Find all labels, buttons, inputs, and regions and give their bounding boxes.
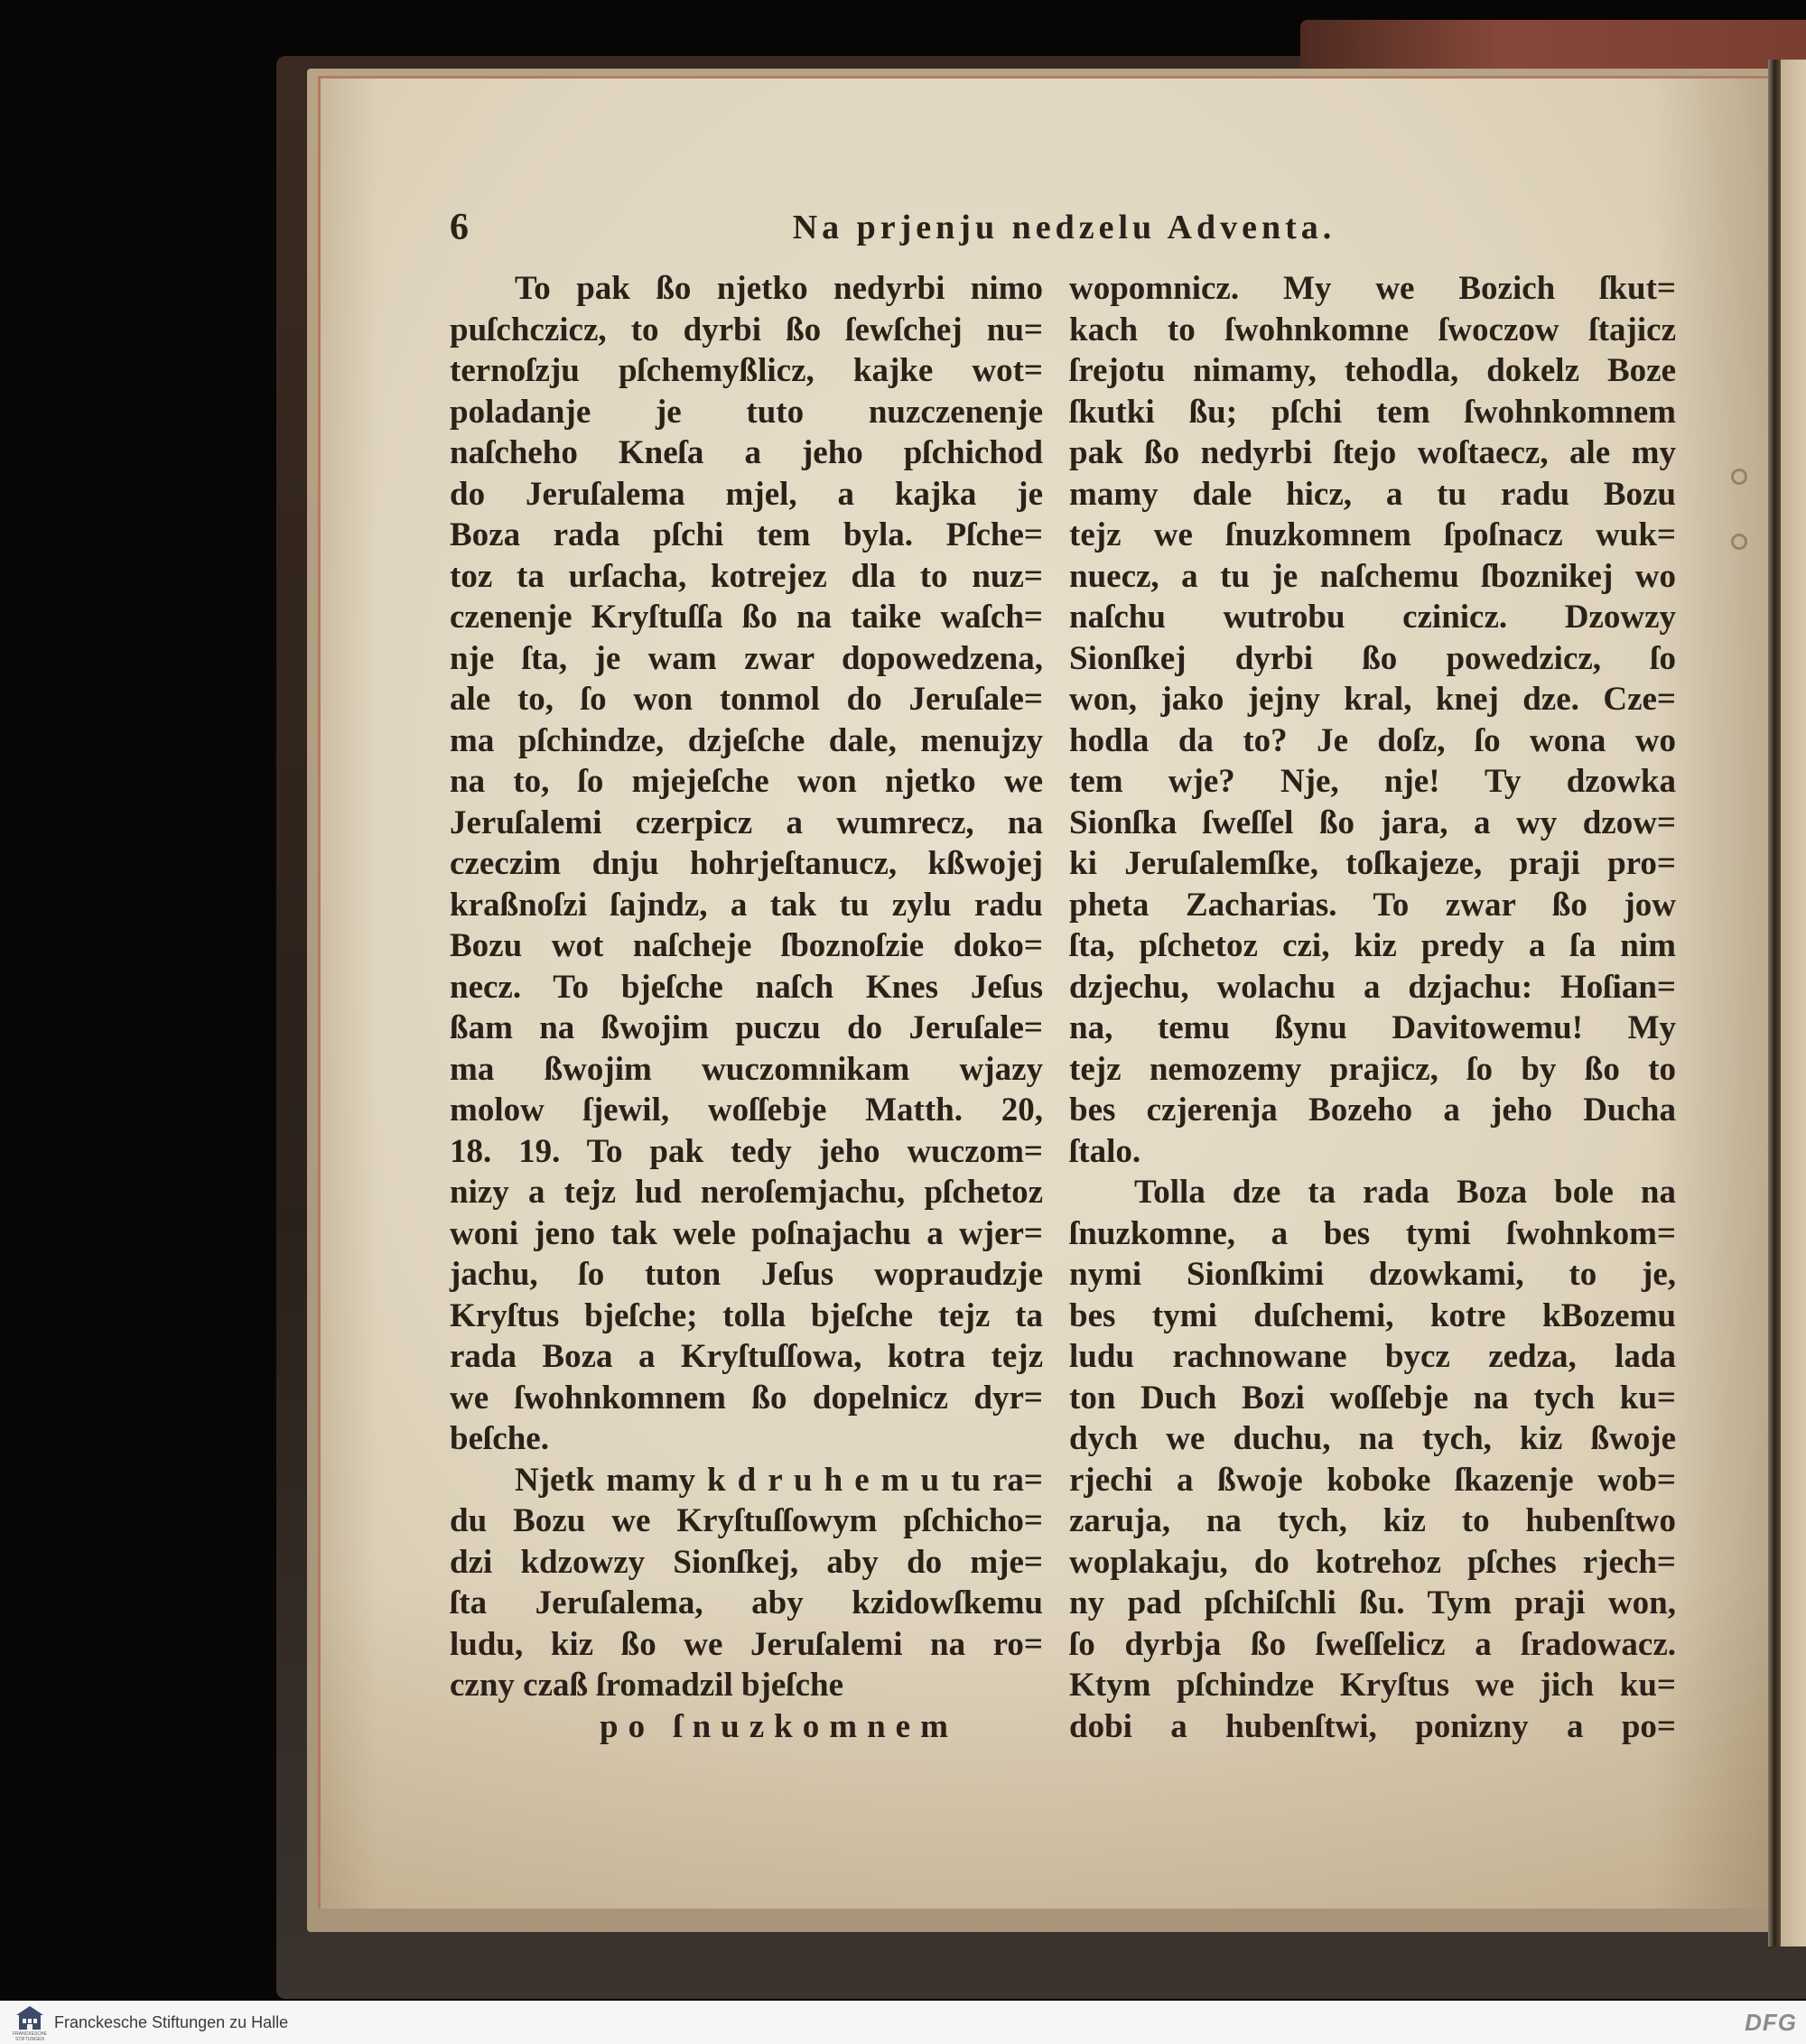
text-line: nizy a tejz lud neroſemjachu, pſchetoz xyxy=(450,1174,1043,1211)
text-line: ſrejotu nimamy, tehodla, dokelz Boze xyxy=(1069,352,1676,389)
text-line: Boza rada pſchi tem byla. Pſche= xyxy=(450,516,1043,553)
ink-mark xyxy=(1731,469,1747,485)
text-line: Bozu wot naſcheje ſboznoſzie doko= xyxy=(450,927,1043,964)
text-line: dych we duchu, na tych, kiz ßwoje xyxy=(1069,1420,1676,1457)
text-line: rada Boza a Kryſtuſſowa, kotra tejz xyxy=(450,1338,1043,1375)
left-column xyxy=(450,268,1043,1747)
text-line: ma ßwojim wuczomnikam wjazy xyxy=(450,1050,1043,1088)
text-line: ſta Jeruſalema, aby kzidowſkemu xyxy=(450,1584,1043,1621)
right-column xyxy=(1069,268,1676,1747)
text-line: ale to, ſo won tonmol do Jeruſale= xyxy=(450,681,1043,718)
text-line: dzi kdzowzy Sionſkej, aby do mje= xyxy=(450,1543,1043,1581)
text-line: molow ſjewil, woſſebje Matth. 20, xyxy=(450,1092,1043,1129)
text-line: naſcheho Kneſa a jeho pſchichod xyxy=(450,434,1043,471)
text-line: Njetk mamy k d r u h e m u tu ra= xyxy=(515,1461,1043,1499)
text-line: tejz nemozemy prajicz, ſo by ßo to xyxy=(1069,1050,1676,1088)
text-line: jachu, ſo tuton Jeſus wopraudzje xyxy=(450,1256,1043,1293)
text-line: ßam na ßwojim puczu do Jeruſale= xyxy=(450,1009,1043,1046)
text-line: toz ta urſacha, kotrejez dla to nuz= xyxy=(450,557,1043,595)
dfg-logo: DFG xyxy=(1745,2009,1797,2036)
text-line: ſtalo. xyxy=(1069,1132,1141,1170)
facing-page-edge xyxy=(1781,60,1806,1946)
text-line: puſchczicz, to dyrbi ßo ſewſchej nu= xyxy=(450,311,1043,348)
text-line: tem wje? Nje, nje! Ty dzowka xyxy=(1069,763,1676,800)
text-line: naſchu wutrobu czinicz. Dzowzy xyxy=(1069,599,1676,636)
text-line: dzjechu, wolachu a dzjachu: Hoſian= xyxy=(1069,968,1676,1006)
text-line: kach to ſwohnkomne ſwoczow ſtajicz xyxy=(1069,311,1676,348)
text-line: To pak ßo njetko nedyrbi nimo xyxy=(515,270,1043,307)
institution-name: Franckesche Stiftungen zu Halle xyxy=(54,2013,289,2031)
text-line: ludu rachnowane bycz zedza, lada xyxy=(1069,1338,1676,1375)
text-line: we ſwohnkomnem ßo dopelnicz dyr= xyxy=(450,1379,1043,1417)
catchword: po ſnuzkomnem xyxy=(600,1707,958,1745)
text-line: nuecz, a tu je naſchemu ſboznikej wo xyxy=(1069,557,1676,595)
text-line: dobi a hubenſtwi, ponizny a po= xyxy=(1069,1707,1676,1745)
text-line: mamy dale hicz, a tu radu Bozu xyxy=(1069,475,1676,513)
text-line: pheta Zacharias. To zwar ßo jow xyxy=(1069,886,1676,924)
text-line: necz. To bjeſche naſch Knes Jeſus xyxy=(450,968,1043,1006)
text-line: ſnuzkomne, a bes tymi ſwohnkom= xyxy=(1069,1214,1676,1252)
book-gutter xyxy=(1768,60,1781,1946)
text-line: ny pad pſchiſchli ßu. Tym praji won, xyxy=(1069,1584,1676,1621)
text-line: bes tymi duſchemi, kotre kBozemu xyxy=(1069,1296,1676,1334)
text-line: woplakaju, do kotrehoz pſches rjech= xyxy=(1069,1543,1676,1581)
text-line: czenenje Kryſtuſſa ßo na taike waſch= xyxy=(450,599,1043,636)
running-title: Na prjenju nedzelu Adventa. xyxy=(792,209,1336,246)
text-line: do Jeruſalema mjel, a kajka je xyxy=(450,475,1043,513)
text-line: ternoſzju pſchemyßlicz, kajke wot= xyxy=(450,352,1043,389)
text-line: na, temu ßynu Davitowemu! My xyxy=(1069,1009,1676,1046)
text-line: czny czaß ſromadzil bjeſche xyxy=(450,1667,844,1704)
text-line: Sionſka ſweſſel ßo jara, a wy dzow= xyxy=(1069,804,1676,841)
text-line: bes czjerenja Bozeho a jeho Ducha xyxy=(1069,1092,1676,1129)
book-page xyxy=(318,76,1768,1909)
text-line: zaruja, na tych, kiz to hubenſtwo xyxy=(1069,1502,1676,1539)
text-line: ki Jeruſalemſke, toſkajeze, praji pro= xyxy=(1069,845,1676,882)
text-line: Kryſtus bjeſche; tolla bjeſche tejz ta xyxy=(450,1296,1043,1334)
text-line: poladanje je tuto nuzczenenje xyxy=(450,393,1043,431)
text-line: wopomnicz. My we Bozich ſkut= xyxy=(1069,270,1676,307)
text-line: rjechi a ßwoje koboke ſkazenje wob= xyxy=(1069,1461,1676,1499)
text-line: ſo dyrbja ßo ſweſſelicz a ſradowacz. xyxy=(1069,1625,1676,1663)
text-line: nymi Sionſkimi dzowkami, to je, xyxy=(1069,1256,1676,1293)
text-line: kraßnoſzi ſajndz, a tak tu zylu radu xyxy=(450,886,1043,924)
text-line: ſta, pſchetoz czi, kiz predy a ſa nim xyxy=(1069,927,1676,964)
text-line: beſche. xyxy=(450,1420,549,1457)
text-line: Jeruſalemi czerpicz a wumrecz, na xyxy=(450,804,1043,841)
text-line: na to, ſo mjejeſche won njetko we xyxy=(450,763,1043,800)
text-line: 18. 19. To pak tedy jeho wuczom= xyxy=(450,1132,1043,1170)
text-line: woni jeno tak wele poſnajachu a wjer= xyxy=(450,1214,1043,1252)
text-line: won, jako jejny kral, knej dze. Cze= xyxy=(1069,681,1676,718)
text-line: Tolla dze ta rada Boza bole na xyxy=(1134,1174,1676,1211)
text-line: ſkutki ßu; pſchi tem ſwohnkomnem xyxy=(1069,393,1676,431)
text-line: ludu, kiz ßo we Jeruſalemi na ro= xyxy=(450,1625,1043,1663)
text-line: ton Duch Bozi woſſebje na tych ku= xyxy=(1069,1379,1676,1417)
ink-mark xyxy=(1731,534,1747,550)
text-line: Ktym pſchindze Kryſtus we jich ku= xyxy=(1069,1667,1676,1704)
text-line: hodla da to? Je doſz, ſo wona wo xyxy=(1069,721,1676,759)
text-line: ma pſchindze, dzjeſche dale, menujzy xyxy=(450,721,1043,759)
text-line: du Bozu we Kryſtuſſowym pſchicho= xyxy=(450,1502,1043,1539)
text-line: czeczim dnju hohrjeſtanucz, kßwojej xyxy=(450,845,1043,882)
text-line: pak ßo nedyrbi ſtejo woſtaecz, ale my xyxy=(1069,434,1676,471)
logo-lettering: FRANCKESCHE STIFTUNGEN xyxy=(13,2031,47,2042)
text-line: Sionſkej dyrbi ßo powedzicz, ſo xyxy=(1069,639,1676,677)
footer-bar xyxy=(0,2001,1806,2044)
page-number: 6 xyxy=(450,207,469,248)
text-line: tejz we ſnuzkomnem ſpoſnacz wuk= xyxy=(1069,516,1676,553)
text-line: nje ſta, je wam zwar dopowedzena, xyxy=(450,639,1043,677)
